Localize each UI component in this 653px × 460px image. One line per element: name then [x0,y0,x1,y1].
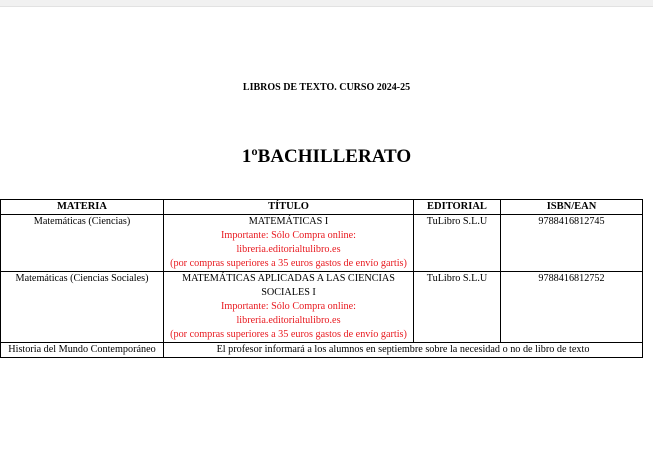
column-header-isbn: ISBN/EAN [501,200,643,215]
store-url: libreria.editorialtulibro.es [236,315,341,326]
course-level-title: 1ºBACHILLERATO [241,146,412,167]
cell-isbn: 9788416812752 [501,272,643,343]
store-url: libreria.editorialtulibro.es [236,244,341,255]
table-row [1,215,643,272]
book-title: MATEMÁTICAS I [248,216,329,227]
cell-materia: Matemáticas (Ciencias Sociales) [1,272,164,343]
cell-materia: Historia del Mundo Contemporáneo [1,343,164,358]
column-header-titulo: TÍTULO [164,200,414,215]
document-header-title: LIBROS DE TEXTO. CURSO 2024-25 [242,82,411,93]
book-title: MATEMÁTICAS APLICADAS A LAS CIENCIAS SOCIALES I [182,273,395,298]
cell-titulo [164,215,414,272]
cell-editorial: TuLibro S.L.U [414,272,501,343]
shipping-note: (por compras superiores a 35 euros gastos de envío gartis) [170,258,407,269]
column-header-editorial: EDITORIAL [414,200,501,215]
cell-titulo [164,272,414,343]
cell-isbn: 9788416812745 [501,215,643,272]
cell-materia: Matemáticas (Ciencias) [1,215,164,272]
cell-editorial: TuLibro S.L.U [414,215,501,272]
column-header-materia: MATERIA [1,200,164,215]
purchase-note: Importante: Sólo Compra online: [221,230,356,241]
table-row [1,272,643,343]
table-header-row [1,200,643,215]
shipping-note: (por compras superiores a 35 euros gastos de envío gartis) [170,329,407,340]
purchase-note: Importante: Sólo Compra online: [221,301,356,312]
cell-notice: El profesor informará a los alumnos en septiembre sobre la necesidad o no de libro de texto [164,343,643,358]
viewer-top-bar [0,0,653,7]
table-row [1,343,643,358]
textbooks-table [0,199,643,358]
